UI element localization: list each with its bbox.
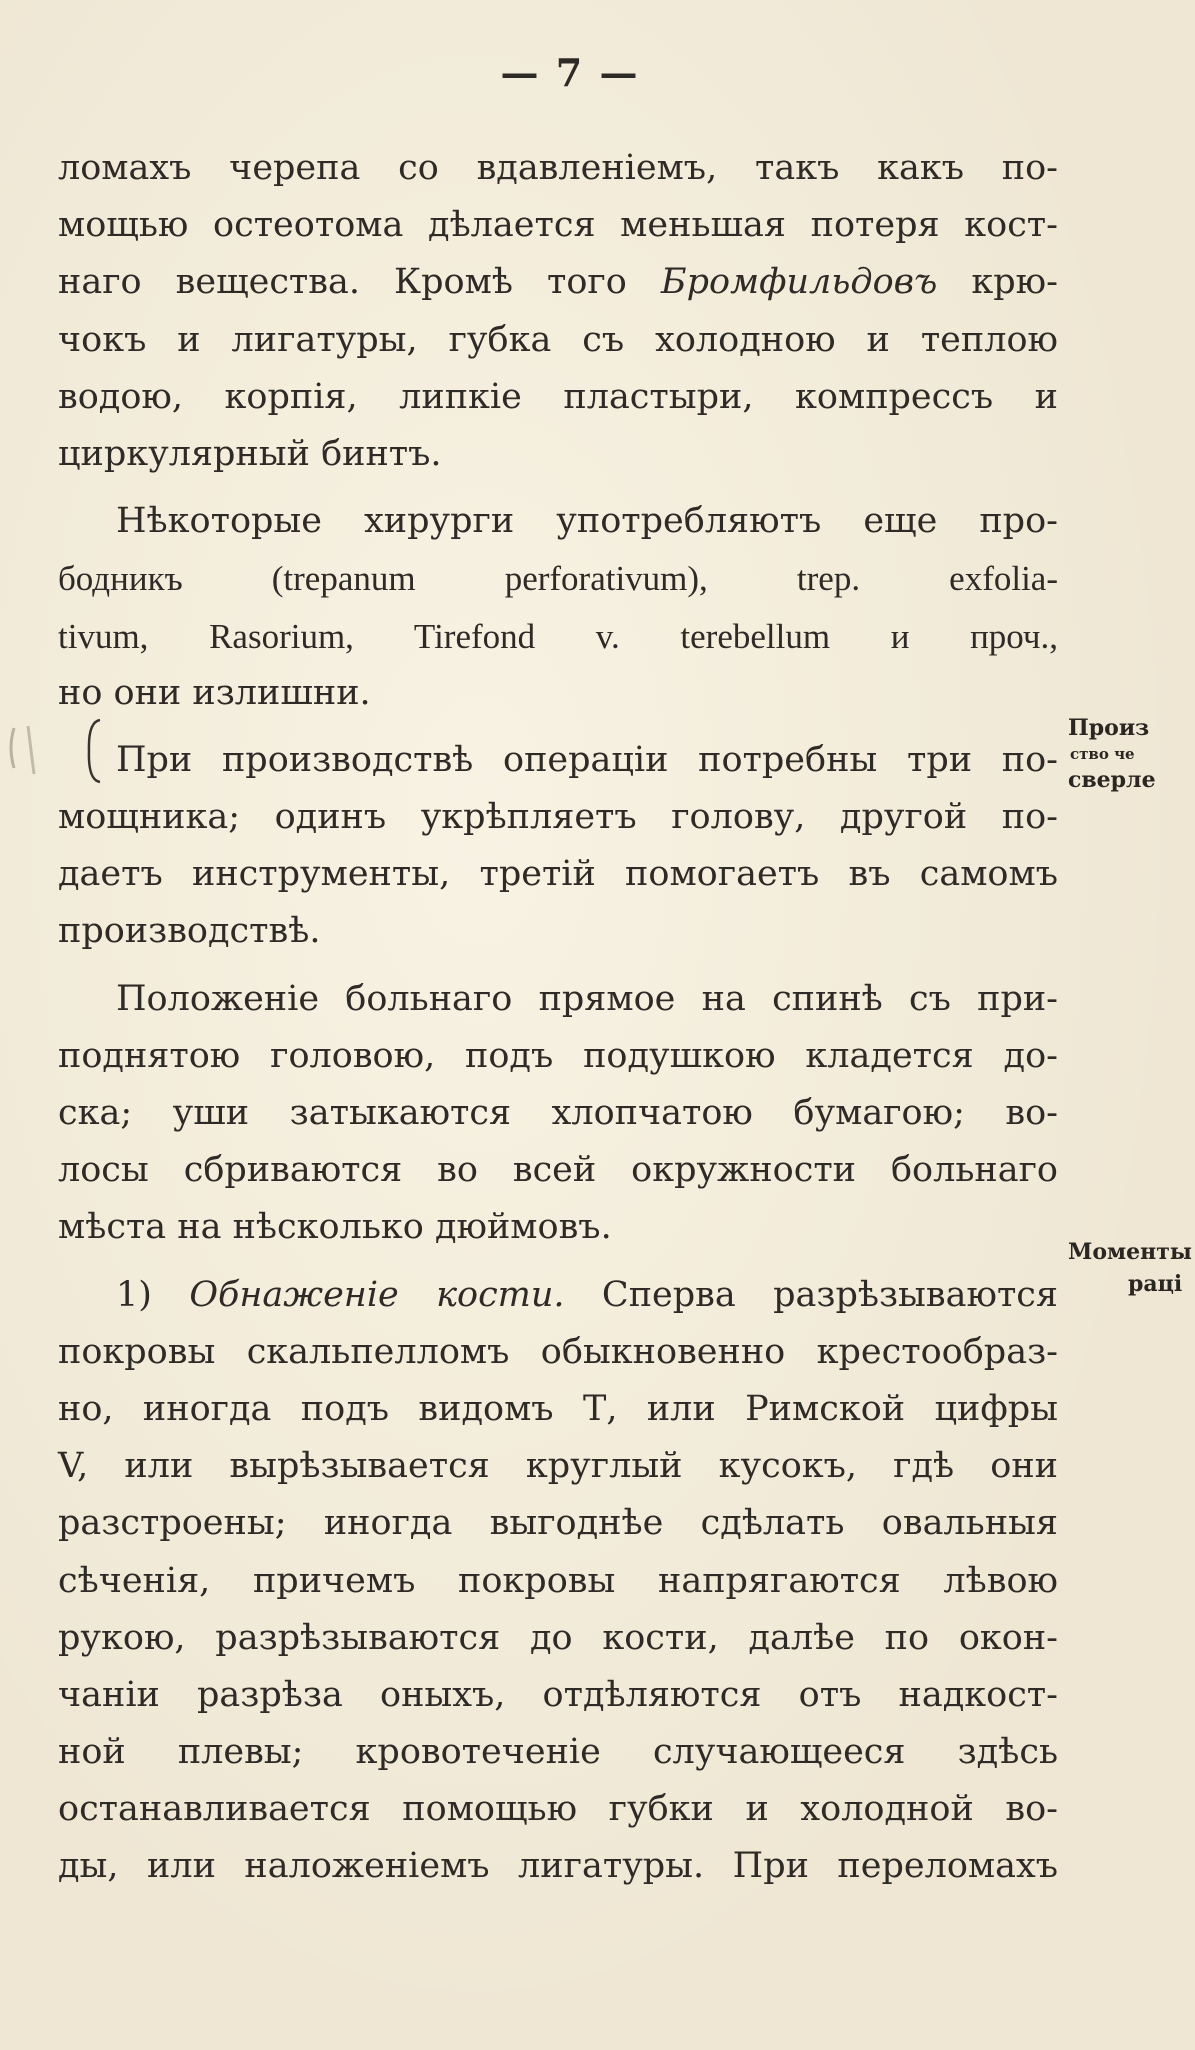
text-line: мощника; одинъ укрѣпляетъ голову, другой по-	[58, 797, 1058, 838]
text-line: даетъ инструменты, третій помогаетъ въ самомъ	[58, 854, 1058, 895]
pencil-mark	[6, 718, 46, 778]
text-line: покровы скальпелломъ обыкновенно крестообраз-	[58, 1331, 1058, 1372]
text-span: Сперва разрѣзываются	[601, 1274, 1058, 1315]
text-line: чаніи разрѣза оныхъ, отдѣляются отъ надкост-	[58, 1674, 1058, 1715]
text-line: ды, или наложеніемъ лигатуры. При переломахъ	[58, 1846, 1058, 1887]
page-number: — 7 —	[500, 50, 640, 95]
text-line: сѣченія, причемъ покровы напрягаются лѣвою	[58, 1560, 1058, 1601]
text-line	[58, 1267, 1058, 1324]
text-line: поднятою головою, подъ подушкою кладется до-	[58, 1035, 1058, 1076]
text-span: крю-	[971, 262, 1058, 303]
section-title: Обнаженіе кости.	[189, 1274, 565, 1315]
body-text	[58, 140, 1058, 1896]
text-line: разстроены; иногда выгоднѣе сдѣлать овальныя	[58, 1503, 1058, 1544]
text-line: производствѣ.	[58, 911, 321, 952]
text-line: лосы сбриваются во всей окружности больнаго	[58, 1150, 1058, 1191]
text-line: При производствѣ операціи потребны три по-	[116, 739, 1058, 780]
margin-note-line: Моменты	[1068, 1239, 1192, 1265]
margin-note-line: сверле	[1068, 767, 1156, 793]
margin-note-line: ство че	[1070, 745, 1135, 763]
text-line: чокъ и лигатуры, губка съ холодною и теплою	[58, 319, 1058, 360]
text-line: водою, корпія, липкіе пластыри, компрессъ и	[58, 376, 1058, 417]
text-line: ска; уши затыкаются хлопчатою бумагою; во-	[58, 1093, 1058, 1133]
italic-name: Бромфильдовъ	[660, 262, 938, 303]
margin-note-line: раці	[1128, 1271, 1183, 1297]
text-line: бодникъ (trepanum perforativum), trep. exfolia-	[58, 559, 1058, 599]
text-line: tivum, Rasorium, Tirefond v. terebellum и проч.,	[58, 616, 1058, 656]
text-line: мѣста на нѣсколько дюймовъ.	[58, 1207, 612, 1248]
text-line: но, иногда подъ видомъ Т, или Римской цифры	[58, 1388, 1058, 1429]
text-line: останавливается помощью губки и холодной во-	[58, 1789, 1058, 1830]
text-line: Нѣкоторые хирурги употребляютъ еще про-	[116, 501, 1058, 542]
margin-note-moments	[1068, 1236, 1195, 1300]
text-line	[58, 254, 1058, 311]
text-line: ломахъ черепа со вдавленіемъ, такъ какъ по-	[58, 148, 1058, 188]
margin-note-production	[1068, 712, 1195, 796]
text-line: ной плевы; кровотеченіе случающееся здѣсь	[58, 1732, 1058, 1773]
text-line: циркулярный бинтъ.	[58, 433, 442, 474]
text-span: наго вещества. Кромѣ того	[58, 262, 627, 303]
text-line: рукою, разрѣзываются до кости, далѣе по окон-	[58, 1617, 1058, 1658]
text-line: мощью остеотома дѣлается меньшая потеря кост-	[58, 205, 1058, 246]
text-line: Положеніе больнаго прямое на спинѣ съ при-	[116, 978, 1058, 1019]
margin-note-line: Произ	[1068, 715, 1150, 741]
item-number: 1)	[116, 1274, 152, 1315]
text-line: V, или вырѣзывается круглый кусокъ, гдѣ они	[58, 1446, 1058, 1487]
text-line: но они излишни.	[58, 672, 371, 713]
